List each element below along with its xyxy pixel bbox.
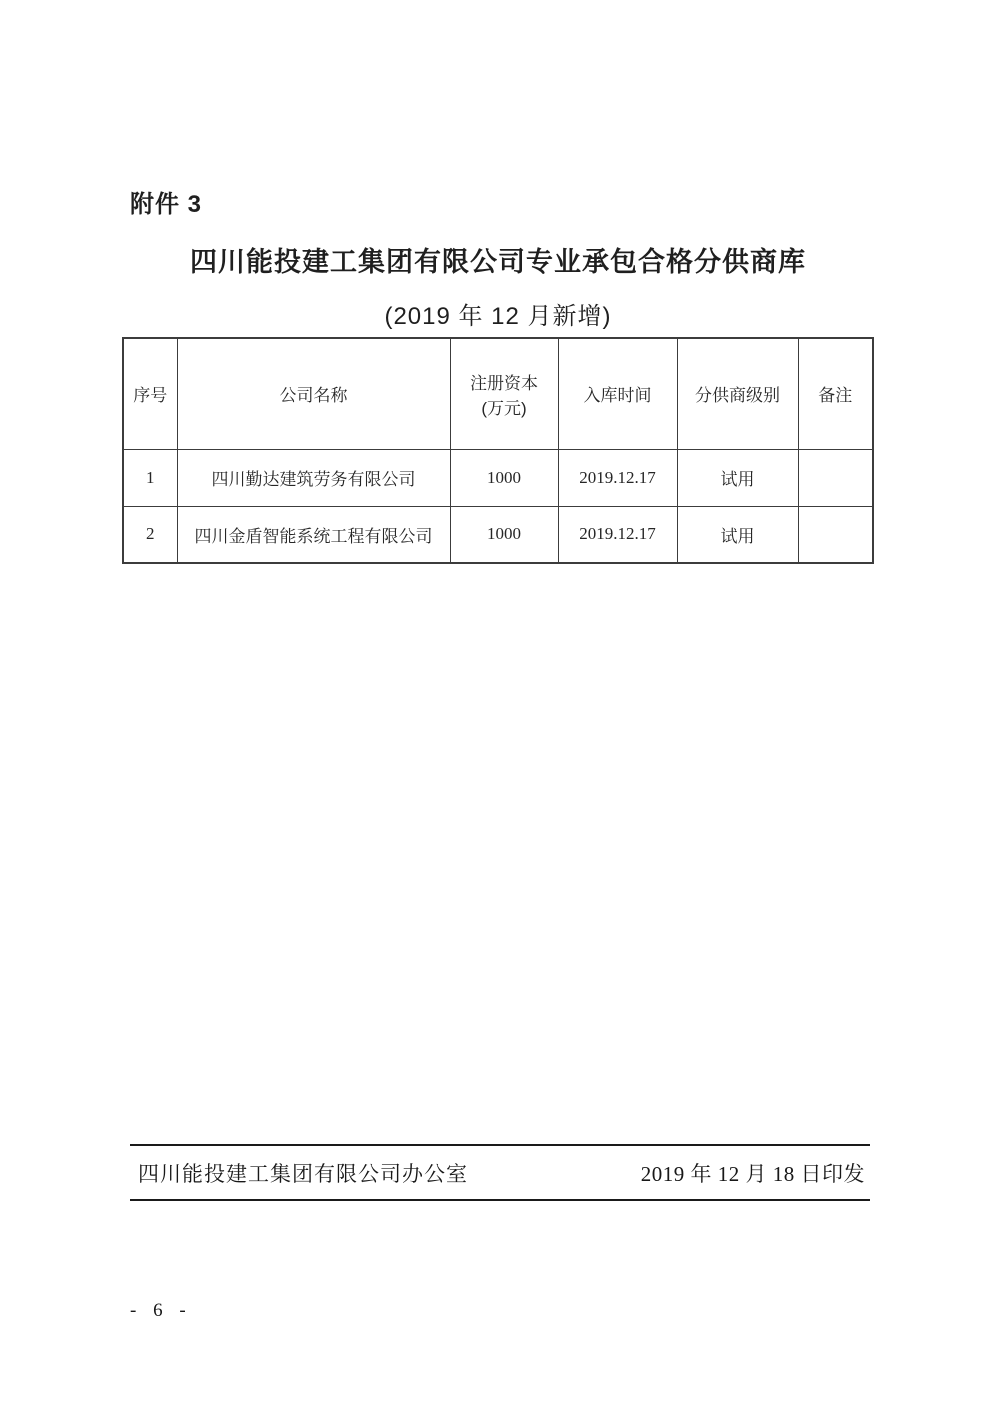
cell-company: 四川勤达建筑劳务有限公司 xyxy=(177,449,450,506)
header-capital-lines xyxy=(451,355,558,433)
header-capital-line1: 注册资本 xyxy=(470,373,538,393)
cell-entry-date: 2019.12.17 xyxy=(558,506,677,563)
cell-entry-date: 2019.12.17 xyxy=(558,449,677,506)
cell-capital: 1000 xyxy=(450,506,558,563)
cell-level: 试用 xyxy=(677,506,798,563)
cell-level: 试用 xyxy=(677,449,798,506)
cell-company: 四川金盾智能系统工程有限公司 xyxy=(177,506,450,563)
supplier-table-body xyxy=(123,449,873,563)
table-row xyxy=(123,506,873,563)
cell-remark xyxy=(798,449,873,506)
cell-capital: 1000 xyxy=(450,449,558,506)
supplier-table xyxy=(122,337,874,564)
header-seq: 序号 xyxy=(123,338,177,449)
document-subtitle: (2019 年 12 月新增) xyxy=(384,303,612,330)
header-remark: 备注 xyxy=(798,338,873,449)
header-capital-line2: (万元) xyxy=(481,398,527,418)
page-number: - 6 - xyxy=(130,1300,192,1321)
document-title: 四川能投建工集团有限公司专业承包合格分供商库 xyxy=(190,247,806,277)
header-row xyxy=(123,338,873,449)
header-level: 分供商级别 xyxy=(677,338,798,449)
attachment-label: 附件 3 xyxy=(130,191,203,218)
header-company: 公司名称 xyxy=(177,338,450,449)
cell-seq: 1 xyxy=(123,449,177,506)
issuance-footer xyxy=(130,1144,870,1201)
cell-seq: 2 xyxy=(123,506,177,563)
footer-issuer: 四川能投建工集团有限公司办公室 xyxy=(138,1161,468,1186)
footer-print-date: 2019 年 12 月 18 日印发 xyxy=(640,1161,865,1186)
header-capital xyxy=(450,338,558,449)
table-row xyxy=(123,449,873,506)
cell-remark xyxy=(798,506,873,563)
header-entry-date: 入库时间 xyxy=(558,338,677,449)
supplier-table-header xyxy=(123,338,873,449)
